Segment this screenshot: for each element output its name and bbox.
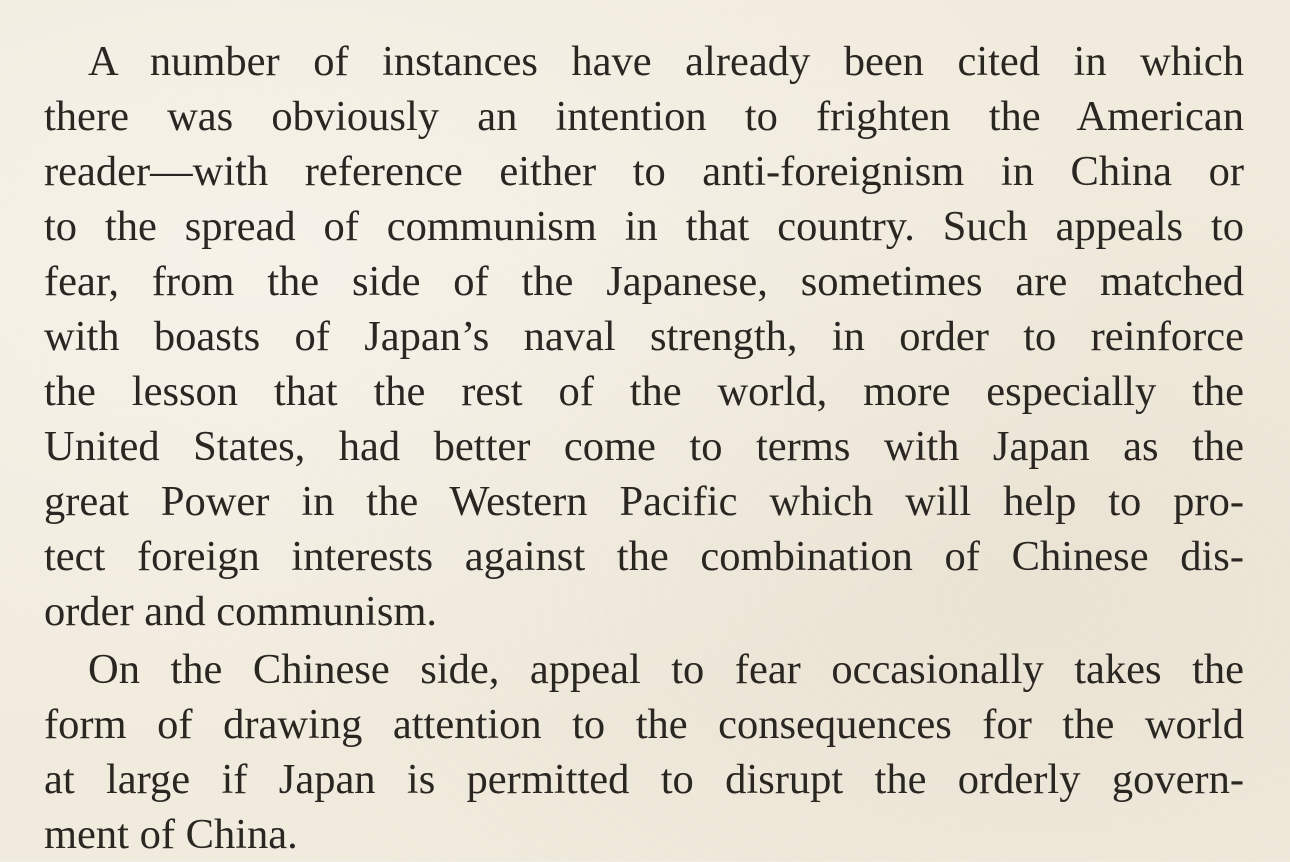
text-line: order and communism. [44, 588, 438, 635]
text-line: fear, from the side of the Japanese, sometimes are matched [44, 258, 1244, 305]
text-line: United States, had better come to terms with Japan as the [44, 423, 1244, 470]
text-line: ment of China. [44, 811, 298, 858]
text-line: tect foreign interests against the combination of Chinese dis- [44, 533, 1244, 580]
text-line: A number of instances have already been cited in which [88, 38, 1244, 85]
text-line: at large if Japan is permitted to disrupt the orderly govern- [44, 756, 1244, 803]
text-line: the lesson that the rest of the world, more especially the [44, 368, 1244, 415]
text-line: On the Chinese side, appeal to fear occasionally takes the [88, 646, 1244, 693]
text-line: to the spread of communism in that country. Such appeals to [44, 203, 1244, 250]
paragraph-1 [44, 34, 1244, 639]
text-line: with boasts of Japan’s naval strength, in order to reinforce [44, 313, 1244, 360]
paragraph-2 [44, 642, 1244, 862]
text-line: reader—with reference either to anti-foreignism in China or [44, 148, 1244, 195]
text-line: great Power in the Western Pacific which will help to pro- [44, 478, 1244, 525]
text-line: there was obviously an intention to frighten the American [44, 93, 1244, 140]
text-line: form of drawing attention to the consequences for the world [44, 701, 1244, 748]
